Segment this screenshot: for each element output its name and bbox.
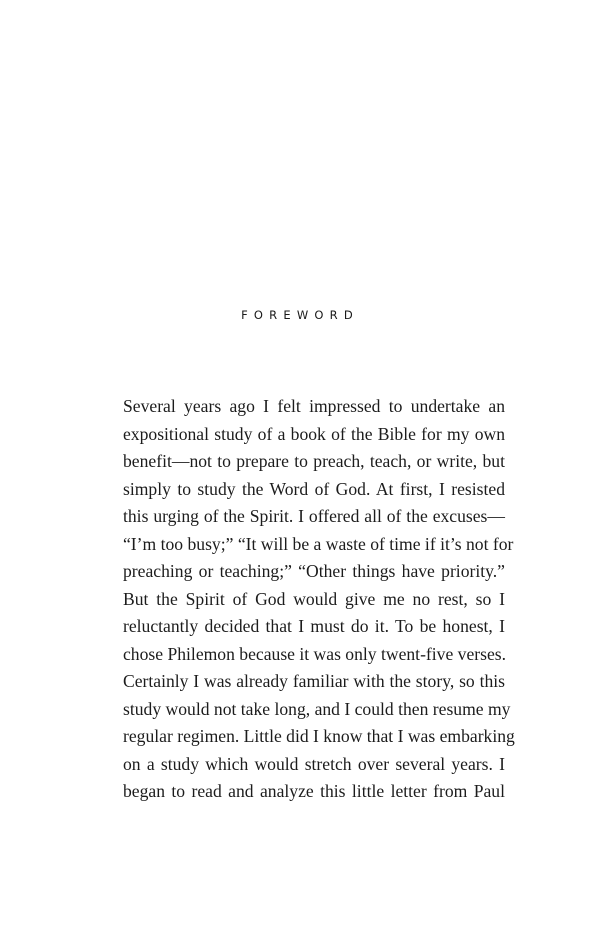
text-line: benefit—not to prepare to preach, teach, or write, but — [123, 451, 505, 471]
text-line: reluctantly decided that I must do it. To be honest, I — [123, 616, 505, 636]
body-paragraph — [123, 393, 515, 806]
text-line: study would not take long, and I could then resume my — [123, 698, 511, 719]
text-line: preaching or teaching;” “Other things have priority.” — [123, 561, 505, 581]
text-line: this urging of the Spirit. I offered all of the excuses— — [123, 506, 505, 526]
text-line: simply to study the Word of God. At first, I resisted — [123, 478, 505, 499]
text-line: regular regimen. Little did I know that I was embarking — [123, 726, 515, 746]
text-line: “I’m too busy;” “It will be a waste of time if it’s not for — [123, 533, 514, 554]
text-line: But the Spirit of God would give me no rest, so I — [123, 588, 505, 609]
text-line: chose Philemon because it was only twent-five verses. — [123, 643, 507, 664]
text-line: expositional study of a book of the Bible for my own — [123, 423, 505, 444]
text-line: on a study which would stretch over several years. I — [123, 753, 505, 774]
text-line: began to read and analyze this little letter from Paul — [123, 781, 505, 801]
chapter-heading: FOREWORD — [241, 308, 359, 322]
text-line: Several years ago I felt impressed to undertake an — [123, 396, 505, 416]
text-line: Certainly I was already familiar with the story, so this — [123, 671, 505, 691]
